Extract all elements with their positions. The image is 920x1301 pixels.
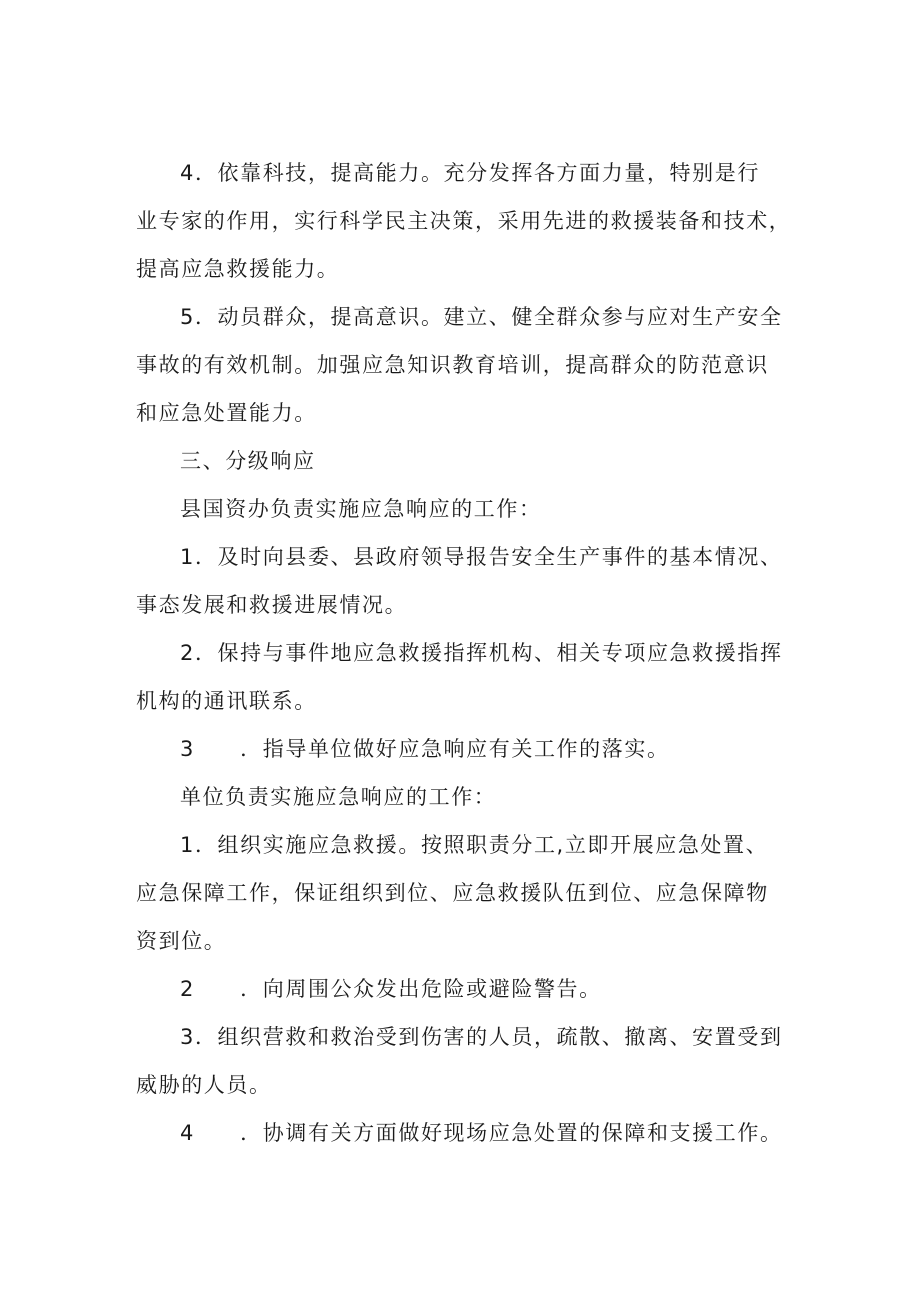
section-heading: 三、分级响应 [180, 449, 316, 473]
line-17: 资到位。 [136, 929, 227, 953]
line-11: 2．保持与事件地应急救援指挥机构、相关专项应急救援指挥 [180, 641, 783, 665]
line-10: 事态发展和救援进展情况。 [136, 593, 408, 617]
line-3: 提高应急救援能力。 [136, 257, 340, 281]
line-6: 和应急处置能力。 [136, 401, 317, 425]
line-2: 业专家的作用，实行科学民主决策，采用先进的救援装备和技术， [136, 209, 792, 233]
line-8: 县国资办负责实施应急响应的工作： [180, 497, 542, 521]
line-19: 3．组织营救和救治受到伤害的人员，疏散、撤离、安置受到 [180, 1025, 783, 1049]
line-15: 1．组织实施应急救援。按照职责分工,立即开展应急处置、 [180, 833, 769, 857]
line-14: 单位负责实施应急响应的工作： [180, 785, 497, 809]
line-12: 机构的通讯联系。 [136, 689, 317, 713]
line-4: 5．动员群众，提高意识。建立、健全群众参与应对生产安全 [180, 305, 783, 329]
line-13: 3 ．指导单位做好应急响应有关工作的落实。 [180, 737, 670, 761]
line-18: 2 ．向周围公众发出危险或避险警告。 [180, 977, 602, 1001]
line-21: 4 ．协调有关方面做好现场应急处置的保障和支援工作。 [180, 1121, 783, 1145]
line-1: 4．依靠科技，提高能力。充分发挥各方面力量，特别是行 [180, 161, 760, 185]
line-20: 威胁的人员。 [136, 1073, 272, 1097]
line-5: 事故的有效机制。加强应急知识教育培训，提高群众的防范意识 [136, 353, 769, 377]
line-9: 1．及时向县委、县政府领导报告安全生产事件的基本情况、 [180, 545, 783, 569]
line-16: 应急保障工作，保证组织到位、应急救援队伍到位、应急保障物 [136, 881, 769, 905]
